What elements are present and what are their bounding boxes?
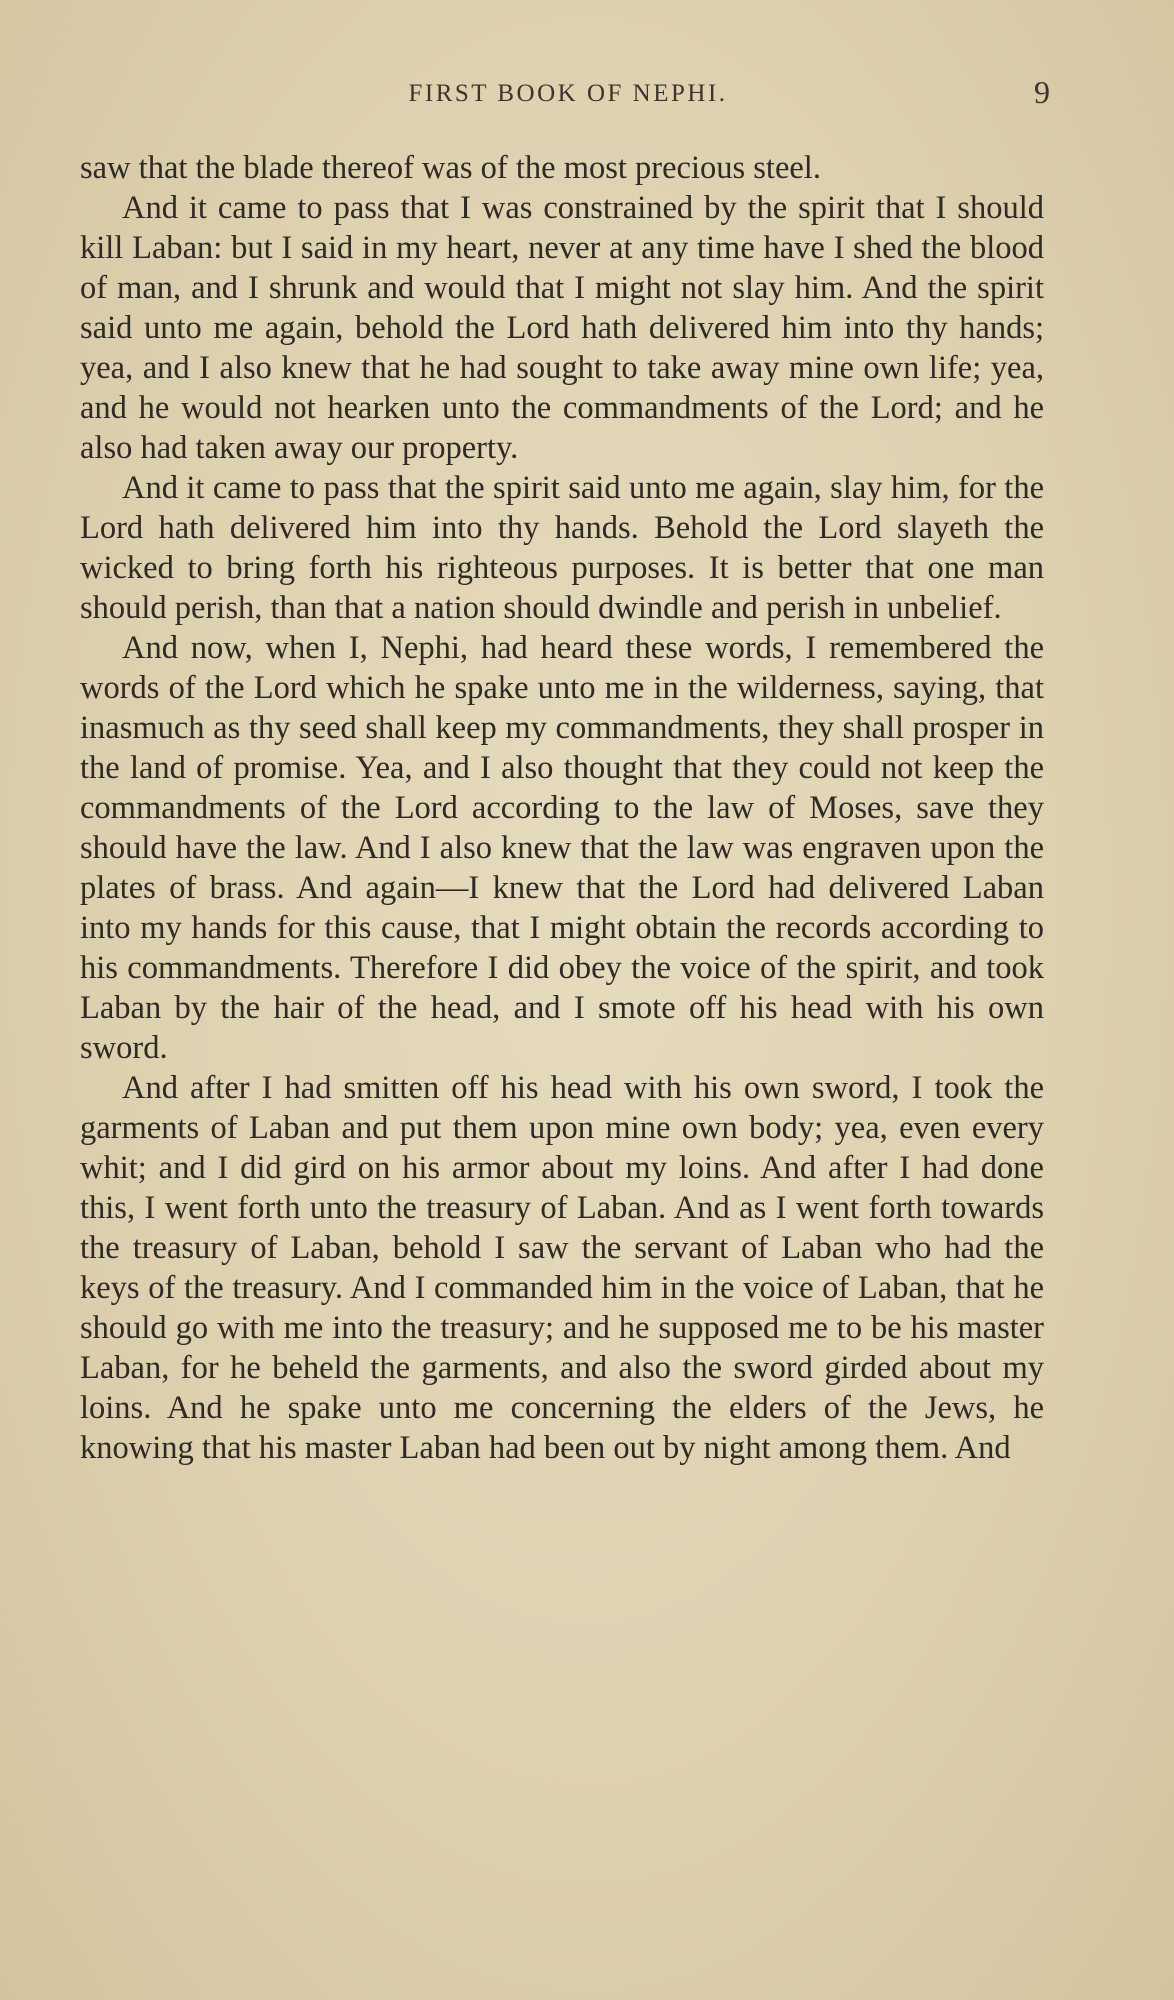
paragraph-continued: saw that the blade thereof was of the most precious steel. <box>80 150 821 186</box>
text-block <box>80 148 1044 1468</box>
paragraph: And after I had smitten off his head with his own sword, I took the garments of Laban and put them upon mine own body; yea, even every whit; and I did gird on his armor about my loins. And after I had done this, I went forth unto the treasury of Laban. And as I went forth towards the treasury of Laban, behold I saw the servant of Laban who had the keys of the treasury. And I commanded him in the voice of Laban, that he should go with me into the treasury; and he supposed me to be his master Laban, for he beheld the garments, and also the sword girded about my loins. And he spake unto me concerning the elders of the Jews, he knowing that his master Laban had been out by night among them. And <box>80 1070 1044 1466</box>
paragraph: And now, when I, Nephi, had heard these words, I remembered the words of the Lord which he spake unto me in the wilderness, saying, that inasmuch as thy seed shall keep my commandments, they shall prosper in the land of promise. Yea, and I also thought that they could not keep the commandments of the Lord according to the law of Moses, save they should have the law. And I also knew that the law was engraven upon the plates of brass. And again—I knew that the Lord had delivered Laban into my hands for this cause, that I might obtain the records according to his commandments. Therefore I did obey the voice of the spirit, and took Laban by the hair of the head, and I smote off his head with his own sword. <box>80 630 1044 1066</box>
running-head <box>80 74 1056 114</box>
book-title: FIRST BOOK OF NEPHI. <box>408 80 728 107</box>
paragraph: And it came to pass that I was constrained by the spirit that I should kill Laban: but I said in my heart, never at any time have I shed the blood of man, and I shrunk and would that I might not slay him. And the spirit said unto me again, behold the Lord hath delivered him into thy hands; yea, and I also knew that he had sought to take away mine own life; yea, and he would not hearken unto the commandments of the Lord; and he also had taken away our property. <box>80 190 1044 466</box>
page-number: 9 <box>1034 74 1050 110</box>
paragraph: And it came to pass that the spirit said unto me again, slay him, for the Lord hath delivered him into thy hands. Behold the Lord slayeth the wicked to bring forth his righteous purposes. It is better that one man should perish, than that a nation should dwindle and perish in unbelief. <box>80 470 1044 626</box>
